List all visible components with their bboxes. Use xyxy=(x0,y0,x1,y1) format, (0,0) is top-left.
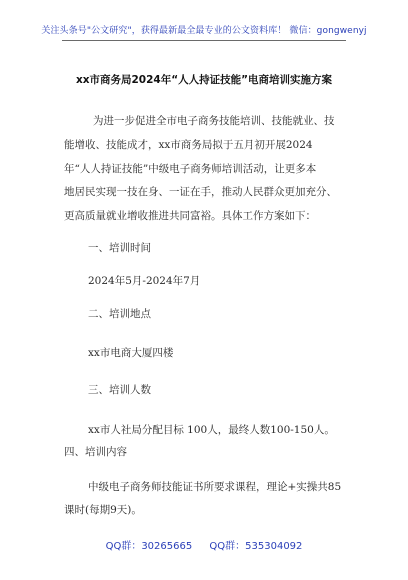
section-heading: 三、培训人数 xyxy=(88,384,151,396)
body-line: 2024年5月-2024年7月 xyxy=(88,275,201,287)
body-line: 更高质量就业增收推进共同富裕。具体工作方案如下： xyxy=(64,210,316,222)
footer-qq-group-1: QQ群：30265665 xyxy=(105,541,193,552)
section-heading: 四、培训内容 xyxy=(64,446,127,458)
footer-qq-group-2: QQ群：535304092 xyxy=(209,541,303,552)
section-heading: 一、培训时间 xyxy=(88,242,151,254)
body-line: 地居民实现一技在身、一证在手，推动人民群众更加充分、 xyxy=(64,186,337,198)
body-line: 中级电子商务师技能证书所要求课程，理论+实操共85 xyxy=(88,481,342,493)
header-note: 关注头条号"公文研究"，获得最新最全最专业的公文资料库！ 微信：gongwenyj xyxy=(41,26,367,36)
header-divider xyxy=(62,40,346,41)
document-title: xx市商务局2024年“人人持证技能”电商培训实施方案 xyxy=(75,74,333,86)
body-line: xx市电商大厦四楼 xyxy=(88,347,174,359)
body-line: 课时(每期9天)。 xyxy=(64,504,142,516)
body-line: xx市人社局分配目标 100人，最终人数100-150人。 xyxy=(88,424,335,436)
section-heading: 二、培训地点 xyxy=(88,308,151,320)
footer xyxy=(0,537,408,552)
body-line: 为进一步促进全市电子商务技能培训、技能就业、技 xyxy=(93,115,335,127)
body-line: 能增收、技能成才，xx市商务局拟于五月初开展2024 xyxy=(64,139,313,151)
body-line: 年“人人持证技能”中级电子商务师培训活动，让更多本 xyxy=(64,163,317,175)
